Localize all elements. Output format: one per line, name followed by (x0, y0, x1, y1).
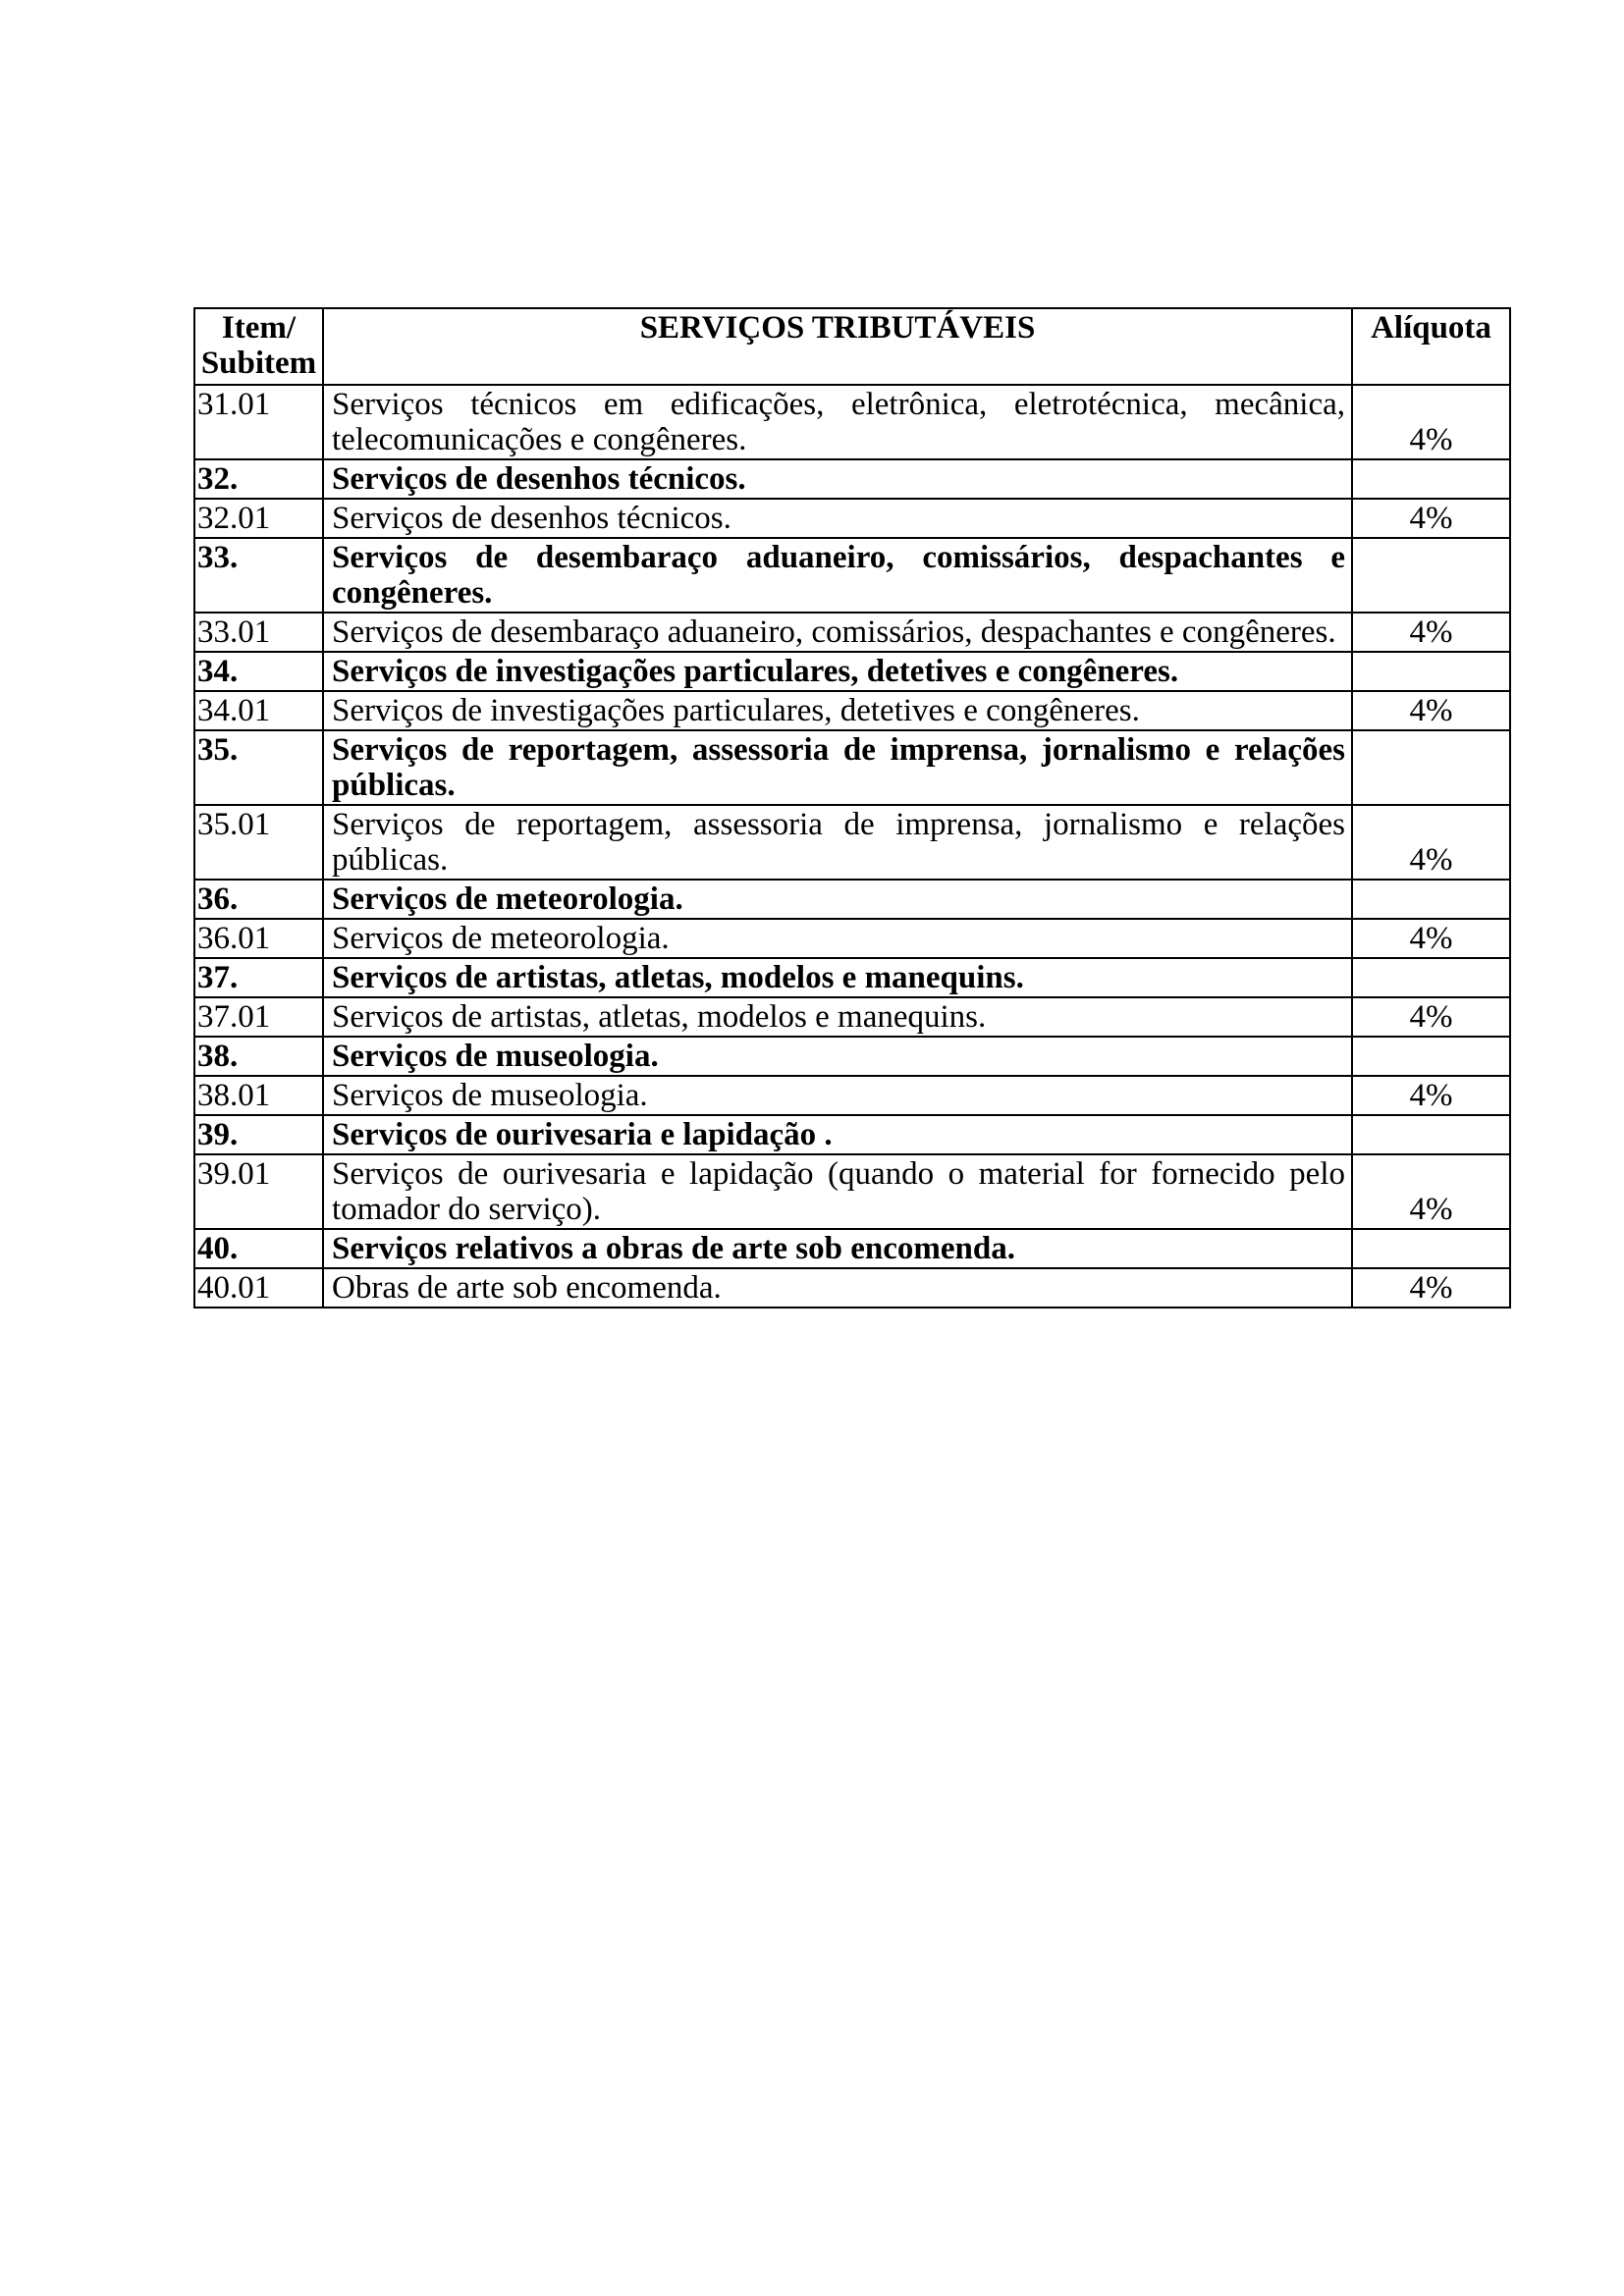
aliquota-cell (1352, 880, 1510, 919)
aliquota-cell (1352, 1115, 1510, 1154)
aliquota-cell: 4% (1352, 919, 1510, 958)
aliquota-cell (1352, 538, 1510, 613)
description-cell: Serviços de desenhos técnicos. (323, 459, 1352, 499)
item-cell: 37.01 (194, 997, 323, 1037)
aliquota-cell (1352, 958, 1510, 997)
table-row (194, 1037, 1510, 1076)
aliquota-cell: 4% (1352, 997, 1510, 1037)
item-cell: 36. (194, 880, 323, 919)
item-cell: 40.01 (194, 1268, 323, 1308)
table-row (194, 385, 1510, 459)
table-row (194, 652, 1510, 691)
table-row (194, 1115, 1510, 1154)
header-servicos-tributaveis: SERVIÇOS TRIBUTÁVEIS (323, 308, 1352, 385)
item-cell: 38.01 (194, 1076, 323, 1115)
aliquota-cell: 4% (1352, 1154, 1510, 1229)
table-row (194, 538, 1510, 613)
item-cell: 34.01 (194, 691, 323, 730)
aliquota-cell: 4% (1352, 613, 1510, 652)
table-row (194, 958, 1510, 997)
aliquota-cell: 4% (1352, 1076, 1510, 1115)
item-cell: 34. (194, 652, 323, 691)
aliquota-cell (1352, 652, 1510, 691)
item-cell: 35.01 (194, 805, 323, 880)
aliquota-cell (1352, 1037, 1510, 1076)
table-row (194, 459, 1510, 499)
table-row (194, 691, 1510, 730)
description-cell: Serviços de investigações particulares, detetives e congêneres. (323, 691, 1352, 730)
description-cell: Serviços de desembaraço aduaneiro, comissários, despachantes e congêneres. (323, 538, 1352, 613)
aliquota-cell: 4% (1352, 805, 1510, 880)
item-cell: 32. (194, 459, 323, 499)
item-cell: 39.01 (194, 1154, 323, 1229)
aliquota-cell (1352, 1229, 1510, 1268)
table-row (194, 613, 1510, 652)
aliquota-cell (1352, 459, 1510, 499)
description-cell: Serviços de meteorologia. (323, 880, 1352, 919)
table-row (194, 1268, 1510, 1308)
description-cell: Serviços de ourivesaria e lapidação (quando o material for fornecido pelo tomador do serviço). (323, 1154, 1352, 1229)
table-row (194, 880, 1510, 919)
item-cell: 31.01 (194, 385, 323, 459)
item-cell: 33.01 (194, 613, 323, 652)
description-cell: Serviços de museologia. (323, 1037, 1352, 1076)
header-row (194, 308, 1510, 385)
item-cell: 40. (194, 1229, 323, 1268)
header-item-line2: Subitem (200, 346, 317, 381)
description-cell: Serviços de reportagem, assessoria de imprensa, jornalismo e relações públicas. (323, 730, 1352, 805)
description-cell: Serviços de investigações particulares, detetives e congêneres. (323, 652, 1352, 691)
table-row (194, 1076, 1510, 1115)
description-cell: Serviços de reportagem, assessoria de imprensa, jornalismo e relações públicas. (323, 805, 1352, 880)
item-cell: 33. (194, 538, 323, 613)
item-cell: 39. (194, 1115, 323, 1154)
description-cell: Serviços de desembaraço aduaneiro, comissários, despachantes e congêneres. (323, 613, 1352, 652)
table-row (194, 919, 1510, 958)
description-cell: Serviços de museologia. (323, 1076, 1352, 1115)
table-row (194, 997, 1510, 1037)
header-item-line1: Item/ (221, 310, 297, 346)
description-cell: Serviços técnicos em edificações, eletrônica, eletrotécnica, mecânica, telecomunicações e congêneres. (323, 385, 1352, 459)
item-cell: 36.01 (194, 919, 323, 958)
aliquota-cell (1352, 730, 1510, 805)
table-row (194, 499, 1510, 538)
aliquota-cell: 4% (1352, 499, 1510, 538)
item-cell: 38. (194, 1037, 323, 1076)
item-cell: 37. (194, 958, 323, 997)
description-cell: Serviços relativos a obras de arte sob encomenda. (323, 1229, 1352, 1268)
description-cell: Serviços de desenhos técnicos. (323, 499, 1352, 538)
aliquota-cell: 4% (1352, 385, 1510, 459)
header-item-subitem (194, 308, 323, 385)
table-row (194, 1229, 1510, 1268)
description-cell: Serviços de ourivesaria e lapidação . (323, 1115, 1352, 1154)
header-aliquota: Alíquota (1352, 308, 1510, 385)
table-row (194, 730, 1510, 805)
table-row (194, 1154, 1510, 1229)
table-row (194, 805, 1510, 880)
services-table (193, 307, 1511, 1308)
aliquota-cell: 4% (1352, 691, 1510, 730)
description-cell: Serviços de artistas, atletas, modelos e manequins. (323, 958, 1352, 997)
description-cell: Obras de arte sob encomenda. (323, 1268, 1352, 1308)
item-cell: 35. (194, 730, 323, 805)
item-cell: 32.01 (194, 499, 323, 538)
description-cell: Serviços de artistas, atletas, modelos e manequins. (323, 997, 1352, 1037)
aliquota-cell: 4% (1352, 1268, 1510, 1308)
description-cell: Serviços de meteorologia. (323, 919, 1352, 958)
